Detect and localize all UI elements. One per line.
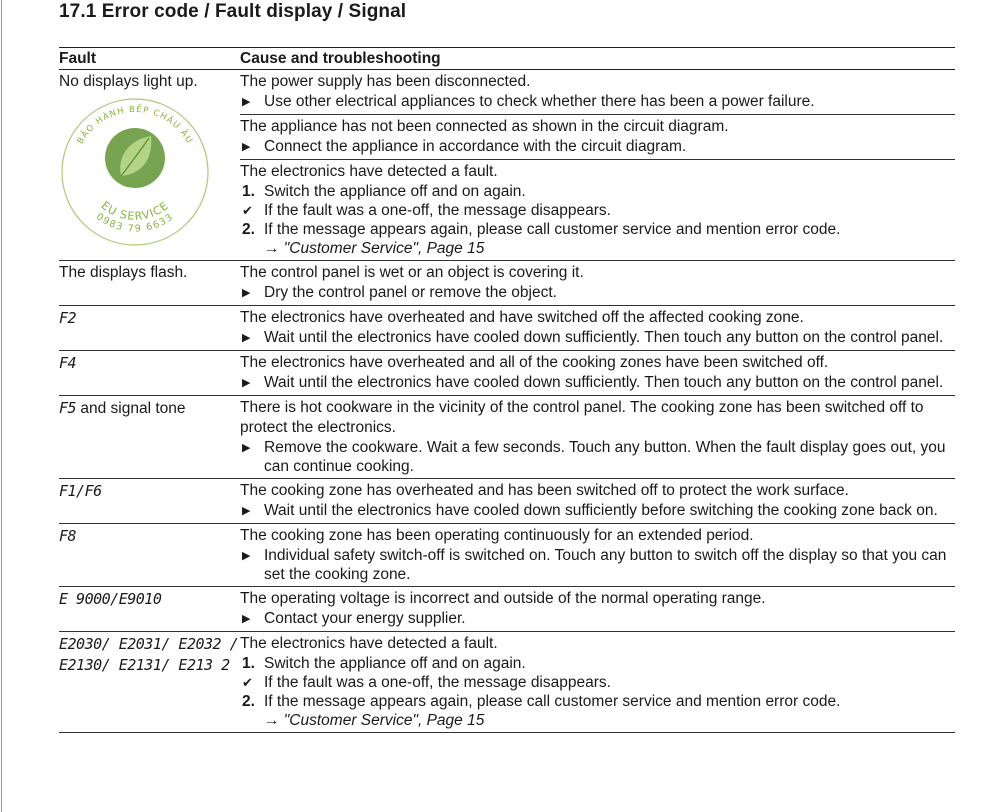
causes-cell: [240, 587, 955, 631]
bullet-arrow-icon: ▶: [242, 377, 251, 389]
causes-cell: [240, 70, 955, 260]
cause-block: [240, 587, 955, 631]
cause-text: The electronics have detected a fault.: [240, 635, 498, 652]
step-text: [264, 673, 955, 692]
check-icon: ✔: [242, 203, 253, 218]
fault-code: F1/F6: [59, 482, 102, 500]
check-icon: ✔: [242, 675, 253, 690]
step-sentence: If the message appears again, please call customer service and mention error code.: [264, 221, 841, 238]
step-text: [264, 609, 955, 629]
remedy-step: [240, 373, 955, 393]
table-row: [59, 306, 955, 351]
step-sentence: Wait until the electronics have cooled down sufficiently. Then touch any button on the control panel.: [264, 329, 944, 346]
step-sentence: Switch the appliance off and on again.: [264, 183, 526, 200]
fault-text: The displays flash.: [59, 264, 188, 281]
cause-text: The power supply has been disconnected.: [240, 73, 531, 90]
table-header: [59, 47, 955, 70]
step-number: 1.: [242, 183, 255, 200]
step-sentence: Remove the cookware. Wait a few seconds. Touch any button. When the fault display goes out, you can continue cooking.: [264, 439, 946, 475]
fault-text: No displays light up.: [59, 73, 198, 90]
remedy-step: [240, 654, 955, 673]
cause-text: The electronics have detected a fault.: [240, 163, 498, 180]
step-text: [264, 182, 955, 201]
step-sentence: Dry the control panel or remove the object.: [264, 284, 557, 301]
fault-code: F8: [59, 527, 77, 545]
fault-cell: [59, 587, 240, 631]
bullet-arrow-icon: ▶: [242, 550, 251, 562]
step-sentence: If the fault was a one-off, the message disappears.: [264, 202, 611, 219]
step-text: [264, 137, 955, 157]
cause-block: [240, 524, 955, 586]
fault-code: F4: [59, 354, 77, 372]
fault-code: F2: [59, 309, 77, 327]
causes-cell: [240, 524, 955, 586]
fault-cell: [59, 479, 240, 523]
fault-code: E2030/ E2031/ E2032 / E2130/ E2131/ E213 2: [59, 635, 239, 674]
step-text: [264, 201, 955, 220]
cause-block: [240, 114, 955, 159]
remedy-step: [240, 92, 955, 112]
fault-code: E 9000/E9010: [59, 590, 162, 608]
fault-cell: [59, 351, 240, 395]
fault-suffix: and signal tone: [76, 400, 186, 417]
fault-cell: [59, 306, 240, 350]
causes-cell: [240, 261, 955, 305]
remedy-step: [240, 692, 955, 730]
step-text: [264, 501, 955, 521]
remedy-step: [240, 137, 955, 157]
table-row: [59, 632, 955, 733]
cross-reference: → "Customer Service", Page 15: [264, 240, 485, 257]
cause-block: [240, 261, 955, 305]
fault-cell: [59, 396, 240, 478]
cause-block: [240, 479, 955, 523]
remedy-step: [240, 220, 955, 258]
stamp-arc-text: BẢO HÀNH BẾP CHÂU ÂU: [75, 104, 195, 146]
fault-cell: [59, 632, 240, 732]
fault-table: [59, 47, 955, 733]
step-number: 2.: [242, 693, 255, 710]
remedy-step: [240, 438, 955, 476]
bullet-arrow-icon: ▶: [242, 141, 251, 153]
remedy-step: [240, 201, 955, 220]
step-sentence: If the fault was a one-off, the message disappears.: [264, 674, 611, 691]
remedy-step: [240, 182, 955, 201]
cause-text: The cooking zone has overheated and has been switched off to protect the work surface.: [240, 482, 849, 499]
bullet-arrow-icon: ▶: [242, 287, 251, 299]
fault-cell: [59, 261, 240, 305]
step-text: [264, 692, 955, 730]
step-number: 2.: [242, 221, 255, 238]
remedy-step: [240, 501, 955, 521]
cause-text: The electronics have overheated and have switched off the affected cooking zone.: [240, 309, 804, 326]
cause-text: There is hot cookware in the vicinity of the control panel. The cooking zone has been switched off to protect the electronics.: [240, 399, 924, 436]
step-sentence: If the message appears again, please call customer service and mention error code.: [264, 693, 841, 710]
step-number: 1.: [242, 655, 255, 672]
cause-text: The control panel is wet or an object is covering it.: [240, 264, 584, 281]
column-header-fault: Fault: [59, 50, 97, 67]
causes-cell: [240, 396, 955, 478]
remedy-step: [240, 546, 955, 584]
cause-text: The appliance has not been connected as shown in the circuit diagram.: [240, 118, 729, 135]
cause-block: [240, 351, 955, 395]
bullet-arrow-icon: ▶: [242, 505, 251, 517]
step-sentence: Connect the appliance in accordance with the circuit diagram.: [264, 138, 687, 155]
step-sentence: Switch the appliance off and on again.: [264, 655, 526, 672]
step-text: [264, 283, 955, 303]
stamp-label: EU SERVICE: [98, 198, 172, 223]
causes-cell: [240, 306, 955, 350]
step-sentence: Contact your energy supplier.: [264, 610, 466, 627]
remedy-step: [240, 673, 955, 692]
eu-service-stamp: [59, 96, 211, 248]
cause-text: The cooking zone has been operating continuously for an extended period.: [240, 527, 754, 544]
cause-text: The operating voltage is incorrect and outside of the normal operating range.: [240, 590, 766, 607]
cause-block: [240, 70, 955, 114]
step-sentence: Use other electrical appliances to check whether there has been a power failure.: [264, 93, 815, 110]
step-text: [264, 92, 955, 112]
table-row: [59, 70, 955, 261]
cross-reference: → "Customer Service", Page 15: [264, 712, 485, 729]
remedy-step: [240, 328, 955, 348]
column-header-cause: Cause and troubleshooting: [240, 50, 441, 67]
causes-cell: [240, 632, 955, 732]
step-text: [264, 546, 955, 584]
step-sentence: Wait until the electronics have cooled down sufficiently. Then touch any button on the control panel.: [264, 374, 944, 391]
causes-cell: [240, 479, 955, 523]
fault-cell: [59, 524, 240, 586]
section-heading: 17.1 Error code / Fault display / Signal: [59, 1, 407, 22]
step-text: [264, 373, 955, 393]
step-text: [264, 220, 955, 258]
fault-cell: [59, 70, 240, 260]
bullet-arrow-icon: ▶: [242, 613, 251, 625]
remedy-step: [240, 283, 955, 303]
table-row: [59, 587, 955, 632]
bullet-arrow-icon: ▶: [242, 332, 251, 344]
cause-block: [240, 306, 955, 350]
table-row: [59, 479, 955, 524]
step-sentence: Wait until the electronics have cooled down sufficiently before switching the cooking zone back on.: [264, 502, 938, 519]
cause-block: [240, 396, 955, 478]
step-text: [264, 328, 955, 348]
step-text: [264, 438, 955, 476]
table-row: [59, 396, 955, 479]
bullet-arrow-icon: ▶: [242, 442, 251, 454]
stamp-phone: 0983 79 6633: [94, 211, 176, 235]
cause-text: The electronics have overheated and all of the cooking zones have been switched off.: [240, 354, 829, 371]
step-sentence: Individual safety switch-off is switched on. Touch any button to switch off the display so that you can set the cooking zone.: [264, 547, 947, 583]
bullet-arrow-icon: ▶: [242, 96, 251, 108]
table-row: [59, 351, 955, 396]
remedy-step: [240, 609, 955, 629]
table-body: [59, 70, 955, 733]
fault-code: F5: [59, 399, 77, 417]
table-row: [59, 524, 955, 587]
step-text: [264, 654, 955, 673]
causes-cell: [240, 351, 955, 395]
page-left-border: [1, 0, 2, 812]
cause-block: [240, 632, 955, 732]
table-row: [59, 261, 955, 306]
cause-block: [240, 159, 955, 260]
